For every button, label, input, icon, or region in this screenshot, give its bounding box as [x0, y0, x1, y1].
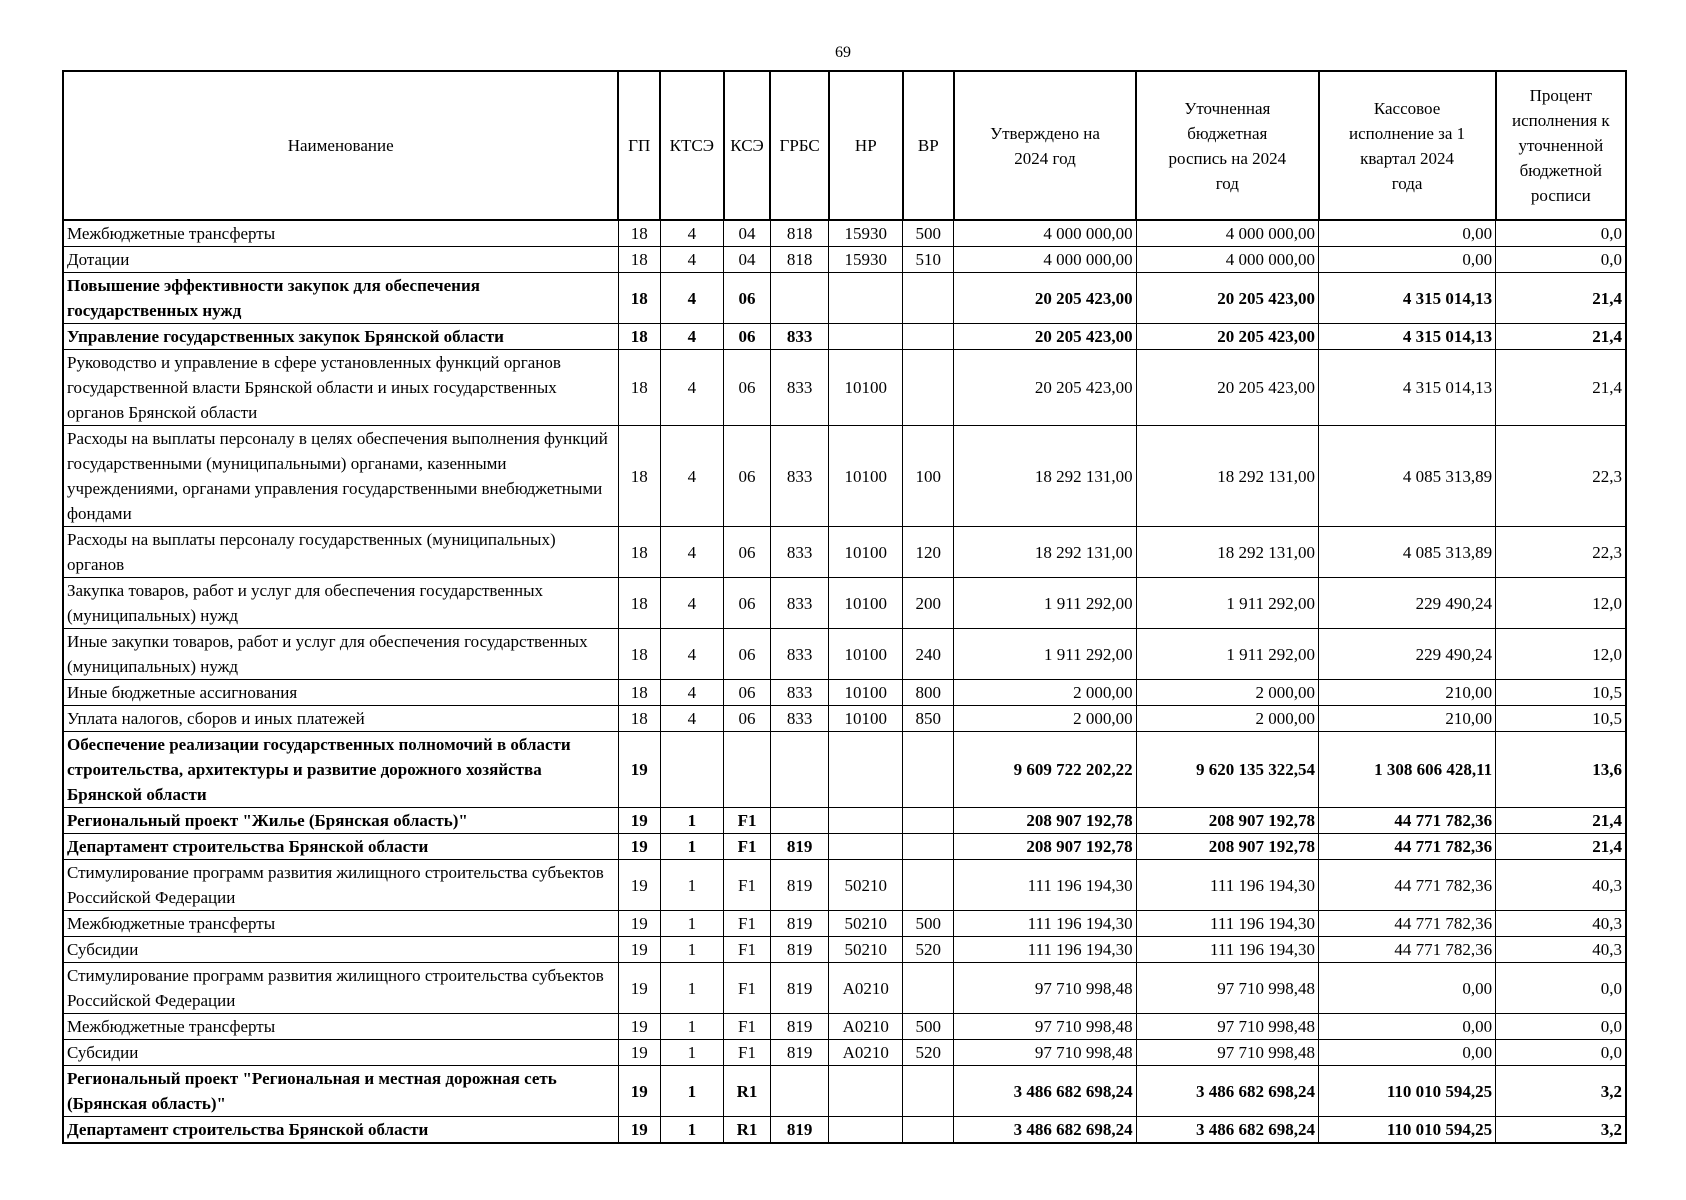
row-cash-execution: 110 010 594,25	[1319, 1066, 1496, 1117]
row-cash-execution: 44 771 782,36	[1319, 834, 1496, 860]
header-vr: ВР	[903, 71, 954, 220]
row-execution-percent: 21,4	[1496, 808, 1626, 834]
table-row	[63, 247, 1626, 273]
row-grbs: 833	[770, 426, 828, 527]
row-approved: 111 196 194,30	[954, 860, 1136, 911]
row-refined-budget: 111 196 194,30	[1136, 860, 1318, 911]
table-row	[63, 911, 1626, 937]
row-gp: 18	[618, 350, 660, 426]
row-gp: 18	[618, 273, 660, 324]
row-refined-budget: 18 292 131,00	[1136, 426, 1318, 527]
row-name: Стимулирование программ развития жилищного строительства субъектов Российской Федерации	[63, 963, 618, 1014]
row-nr	[829, 273, 903, 324]
row-execution-percent: 12,0	[1496, 629, 1626, 680]
row-nr: 10100	[829, 629, 903, 680]
row-execution-percent: 22,3	[1496, 426, 1626, 527]
row-refined-budget: 20 205 423,00	[1136, 324, 1318, 350]
table-row	[63, 808, 1626, 834]
row-ktse: 1	[660, 963, 724, 1014]
row-refined-budget: 9 620 135 322,54	[1136, 732, 1318, 808]
row-refined-budget: 111 196 194,30	[1136, 937, 1318, 963]
row-grbs: 819	[770, 963, 828, 1014]
row-kse: F1	[724, 963, 771, 1014]
row-approved: 97 710 998,48	[954, 1040, 1136, 1066]
row-cash-execution: 0,00	[1319, 247, 1496, 273]
row-grbs: 833	[770, 578, 828, 629]
row-vr	[903, 808, 954, 834]
table-row	[63, 220, 1626, 247]
row-kse: F1	[724, 937, 771, 963]
header-execution-percent: Процент исполнения к уточненной бюджетной росписи	[1496, 71, 1626, 220]
row-cash-execution: 4 315 014,13	[1319, 324, 1496, 350]
row-gp: 19	[618, 860, 660, 911]
row-gp: 19	[618, 1014, 660, 1040]
row-vr	[903, 834, 954, 860]
row-cash-execution: 44 771 782,36	[1319, 808, 1496, 834]
row-name: Межбюджетные трансферты	[63, 1014, 618, 1040]
row-kse	[724, 732, 771, 808]
row-gp: 19	[618, 937, 660, 963]
row-name: Межбюджетные трансферты	[63, 911, 618, 937]
row-cash-execution: 229 490,24	[1319, 578, 1496, 629]
row-refined-budget: 4 000 000,00	[1136, 220, 1318, 247]
row-grbs: 833	[770, 527, 828, 578]
row-approved: 97 710 998,48	[954, 963, 1136, 1014]
table-row	[63, 426, 1626, 527]
row-vr: 200	[903, 578, 954, 629]
header-name: Наименование	[63, 71, 618, 220]
row-cash-execution: 229 490,24	[1319, 629, 1496, 680]
row-ktse: 4	[660, 680, 724, 706]
row-ktse: 1	[660, 1066, 724, 1117]
row-vr: 240	[903, 629, 954, 680]
row-execution-percent: 0,0	[1496, 247, 1626, 273]
row-ktse: 1	[660, 834, 724, 860]
row-name: Иные бюджетные ассигнования	[63, 680, 618, 706]
row-grbs	[770, 732, 828, 808]
row-cash-execution: 0,00	[1319, 1040, 1496, 1066]
row-approved: 20 205 423,00	[954, 350, 1136, 426]
table-row	[63, 350, 1626, 426]
row-name: Стимулирование программ развития жилищного строительства субъектов Российской Федерации	[63, 860, 618, 911]
row-approved: 1 911 292,00	[954, 629, 1136, 680]
row-ktse: 4	[660, 527, 724, 578]
row-refined-budget: 208 907 192,78	[1136, 808, 1318, 834]
row-approved: 208 907 192,78	[954, 808, 1136, 834]
row-kse: R1	[724, 1117, 771, 1144]
row-nr: 10100	[829, 350, 903, 426]
row-grbs: 819	[770, 1117, 828, 1144]
row-gp: 19	[618, 963, 660, 1014]
table-row	[63, 1117, 1626, 1144]
row-kse: 06	[724, 706, 771, 732]
row-execution-percent: 21,4	[1496, 273, 1626, 324]
row-name: Иные закупки товаров, работ и услуг для обеспечения государственных (муниципальных) нужд	[63, 629, 618, 680]
row-execution-percent: 40,3	[1496, 937, 1626, 963]
row-refined-budget: 2 000,00	[1136, 680, 1318, 706]
row-approved: 9 609 722 202,22	[954, 732, 1136, 808]
header-nr: НР	[829, 71, 903, 220]
budget-execution-table	[62, 70, 1627, 1144]
row-approved: 2 000,00	[954, 706, 1136, 732]
header-grbs: ГРБС	[770, 71, 828, 220]
row-grbs	[770, 273, 828, 324]
row-grbs: 819	[770, 1014, 828, 1040]
row-cash-execution: 110 010 594,25	[1319, 1117, 1496, 1144]
row-ktse: 1	[660, 1014, 724, 1040]
row-approved: 1 911 292,00	[954, 578, 1136, 629]
row-vr: 500	[903, 220, 954, 247]
row-gp: 19	[618, 732, 660, 808]
row-cash-execution: 0,00	[1319, 220, 1496, 247]
row-ktse: 4	[660, 350, 724, 426]
row-approved: 208 907 192,78	[954, 834, 1136, 860]
row-name: Расходы на выплаты персоналу в целях обеспечения выполнения функций государственными (муниципальными) органами, казенными учреждениями, органами управления государственными внебюджетными фондами	[63, 426, 618, 527]
row-vr	[903, 732, 954, 808]
table-row	[63, 1014, 1626, 1040]
row-name: Департамент строительства Брянской области	[63, 834, 618, 860]
row-ktse: 4	[660, 247, 724, 273]
row-execution-percent: 21,4	[1496, 834, 1626, 860]
row-refined-budget: 97 710 998,48	[1136, 963, 1318, 1014]
table-row	[63, 578, 1626, 629]
row-ktse: 4	[660, 629, 724, 680]
row-kse: R1	[724, 1066, 771, 1117]
row-approved: 4 000 000,00	[954, 220, 1136, 247]
table-row	[63, 273, 1626, 324]
row-kse: 06	[724, 273, 771, 324]
row-nr: 15930	[829, 220, 903, 247]
row-name: Субсидии	[63, 1040, 618, 1066]
row-nr	[829, 732, 903, 808]
row-nr: A0210	[829, 963, 903, 1014]
row-approved: 18 292 131,00	[954, 527, 1136, 578]
row-name: Расходы на выплаты персоналу государственных (муниципальных) органов	[63, 527, 618, 578]
row-vr	[903, 1066, 954, 1117]
row-gp: 19	[618, 834, 660, 860]
header-approved: Утверждено на 2024 год	[954, 71, 1136, 220]
row-refined-budget: 97 710 998,48	[1136, 1040, 1318, 1066]
row-approved: 4 000 000,00	[954, 247, 1136, 273]
row-execution-percent: 10,5	[1496, 680, 1626, 706]
row-refined-budget: 4 000 000,00	[1136, 247, 1318, 273]
row-name: Руководство и управление в сфере установленных функций органов государственной власти Брянской области и иных государственных органов Брянской области	[63, 350, 618, 426]
row-approved: 97 710 998,48	[954, 1014, 1136, 1040]
header-refined-budget: Уточненная бюджетная роспись на 2024 год	[1136, 71, 1318, 220]
table-row	[63, 834, 1626, 860]
row-nr: 50210	[829, 937, 903, 963]
row-refined-budget: 1 911 292,00	[1136, 629, 1318, 680]
row-approved: 111 196 194,30	[954, 911, 1136, 937]
row-vr	[903, 350, 954, 426]
row-gp: 18	[618, 629, 660, 680]
row-grbs: 818	[770, 220, 828, 247]
row-approved: 18 292 131,00	[954, 426, 1136, 527]
row-cash-execution: 4 085 313,89	[1319, 527, 1496, 578]
row-nr: 10100	[829, 578, 903, 629]
row-vr	[903, 860, 954, 911]
row-grbs: 833	[770, 706, 828, 732]
row-gp: 18	[618, 578, 660, 629]
row-approved: 2 000,00	[954, 680, 1136, 706]
row-cash-execution: 210,00	[1319, 680, 1496, 706]
row-approved: 3 486 682 698,24	[954, 1117, 1136, 1144]
row-nr	[829, 324, 903, 350]
row-name: Управление государственных закупок Брянской области	[63, 324, 618, 350]
row-refined-budget: 18 292 131,00	[1136, 527, 1318, 578]
header-gp: ГП	[618, 71, 660, 220]
row-kse: 06	[724, 680, 771, 706]
row-cash-execution: 44 771 782,36	[1319, 937, 1496, 963]
row-kse: 06	[724, 426, 771, 527]
row-execution-percent: 0,0	[1496, 220, 1626, 247]
row-execution-percent: 21,4	[1496, 324, 1626, 350]
row-execution-percent: 0,0	[1496, 1014, 1626, 1040]
row-kse: 04	[724, 220, 771, 247]
row-grbs: 819	[770, 911, 828, 937]
row-ktse: 4	[660, 578, 724, 629]
row-nr: 10100	[829, 426, 903, 527]
row-vr	[903, 324, 954, 350]
table-row	[63, 860, 1626, 911]
row-nr: 50210	[829, 860, 903, 911]
row-cash-execution: 44 771 782,36	[1319, 911, 1496, 937]
row-gp: 18	[618, 220, 660, 247]
row-execution-percent: 0,0	[1496, 963, 1626, 1014]
header-kse: КСЭ	[724, 71, 771, 220]
row-cash-execution: 1 308 606 428,11	[1319, 732, 1496, 808]
row-grbs	[770, 808, 828, 834]
row-ktse: 4	[660, 706, 724, 732]
row-gp: 18	[618, 706, 660, 732]
row-grbs: 819	[770, 937, 828, 963]
row-refined-budget: 20 205 423,00	[1136, 273, 1318, 324]
row-approved: 20 205 423,00	[954, 324, 1136, 350]
row-vr	[903, 1117, 954, 1144]
row-name: Межбюджетные трансферты	[63, 220, 618, 247]
row-ktse: 1	[660, 911, 724, 937]
row-nr: 10100	[829, 680, 903, 706]
table-body	[63, 220, 1626, 1143]
row-vr	[903, 963, 954, 1014]
row-grbs: 819	[770, 860, 828, 911]
row-refined-budget: 97 710 998,48	[1136, 1014, 1318, 1040]
table-row	[63, 732, 1626, 808]
header-ktse: КТСЭ	[660, 71, 724, 220]
row-nr: A0210	[829, 1040, 903, 1066]
row-ktse: 1	[660, 1040, 724, 1066]
row-ktse: 4	[660, 220, 724, 247]
row-refined-budget: 3 486 682 698,24	[1136, 1117, 1318, 1144]
row-cash-execution: 0,00	[1319, 963, 1496, 1014]
row-execution-percent: 0,0	[1496, 1040, 1626, 1066]
row-nr: A0210	[829, 1014, 903, 1040]
row-cash-execution: 0,00	[1319, 1014, 1496, 1040]
row-grbs: 819	[770, 1040, 828, 1066]
table-row	[63, 1066, 1626, 1117]
row-ktse: 1	[660, 808, 724, 834]
row-nr	[829, 834, 903, 860]
row-refined-budget: 1 911 292,00	[1136, 578, 1318, 629]
row-kse: F1	[724, 808, 771, 834]
row-execution-percent: 21,4	[1496, 350, 1626, 426]
row-grbs: 819	[770, 834, 828, 860]
row-grbs: 833	[770, 680, 828, 706]
table-row	[63, 963, 1626, 1014]
row-gp: 19	[618, 1066, 660, 1117]
row-approved: 3 486 682 698,24	[954, 1066, 1136, 1117]
row-nr: 50210	[829, 911, 903, 937]
table-row	[63, 1040, 1626, 1066]
row-vr: 500	[903, 911, 954, 937]
row-refined-budget: 208 907 192,78	[1136, 834, 1318, 860]
row-kse: 04	[724, 247, 771, 273]
row-execution-percent: 3,2	[1496, 1117, 1626, 1144]
row-cash-execution: 4 315 014,13	[1319, 273, 1496, 324]
row-nr	[829, 1117, 903, 1144]
row-refined-budget: 20 205 423,00	[1136, 350, 1318, 426]
row-vr: 520	[903, 937, 954, 963]
row-kse: F1	[724, 860, 771, 911]
row-name: Департамент строительства Брянской области	[63, 1117, 618, 1144]
row-grbs	[770, 1066, 828, 1117]
row-name: Субсидии	[63, 937, 618, 963]
table-row	[63, 706, 1626, 732]
row-execution-percent: 13,6	[1496, 732, 1626, 808]
row-ktse: 1	[660, 860, 724, 911]
row-vr: 850	[903, 706, 954, 732]
row-approved: 20 205 423,00	[954, 273, 1136, 324]
row-execution-percent: 40,3	[1496, 860, 1626, 911]
row-cash-execution: 4 315 014,13	[1319, 350, 1496, 426]
row-gp: 18	[618, 527, 660, 578]
row-gp: 19	[618, 911, 660, 937]
row-grbs: 833	[770, 629, 828, 680]
row-nr	[829, 1066, 903, 1117]
table-row	[63, 680, 1626, 706]
row-refined-budget: 2 000,00	[1136, 706, 1318, 732]
row-grbs: 833	[770, 350, 828, 426]
row-name: Дотации	[63, 247, 618, 273]
row-ktse: 1	[660, 937, 724, 963]
row-gp: 19	[618, 808, 660, 834]
row-vr: 510	[903, 247, 954, 273]
row-name: Закупка товаров, работ и услуг для обеспечения государственных (муниципальных) нужд	[63, 578, 618, 629]
row-vr: 100	[903, 426, 954, 527]
row-kse: 06	[724, 527, 771, 578]
row-name: Обеспечение реализации государственных полномочий в области строительства, архитектуры и развитие дорожного хозяйства Брянской области	[63, 732, 618, 808]
header-cash-execution: Кассовое исполнение за 1 квартал 2024 года	[1319, 71, 1496, 220]
row-approved: 111 196 194,30	[954, 937, 1136, 963]
row-vr	[903, 273, 954, 324]
row-grbs: 833	[770, 324, 828, 350]
row-refined-budget: 111 196 194,30	[1136, 911, 1318, 937]
row-execution-percent: 40,3	[1496, 911, 1626, 937]
row-cash-execution: 210,00	[1319, 706, 1496, 732]
row-execution-percent: 10,5	[1496, 706, 1626, 732]
row-gp: 18	[618, 426, 660, 527]
row-kse: 06	[724, 324, 771, 350]
row-gp: 19	[618, 1040, 660, 1066]
row-nr: 10100	[829, 706, 903, 732]
row-ktse	[660, 732, 724, 808]
row-cash-execution: 4 085 313,89	[1319, 426, 1496, 527]
row-ktse: 4	[660, 273, 724, 324]
row-gp: 18	[618, 680, 660, 706]
row-name: Повышение эффективности закупок для обеспечения государственных нужд	[63, 273, 618, 324]
row-execution-percent: 12,0	[1496, 578, 1626, 629]
row-vr: 120	[903, 527, 954, 578]
row-kse: F1	[724, 834, 771, 860]
row-ktse: 4	[660, 426, 724, 527]
row-vr: 800	[903, 680, 954, 706]
row-gp: 19	[618, 1117, 660, 1144]
row-execution-percent: 22,3	[1496, 527, 1626, 578]
row-name: Региональный проект "Региональная и местная дорожная сеть (Брянская область)"	[63, 1066, 618, 1117]
row-ktse: 4	[660, 324, 724, 350]
table-header-row	[63, 71, 1626, 220]
row-gp: 18	[618, 324, 660, 350]
row-grbs: 818	[770, 247, 828, 273]
row-kse: F1	[724, 1040, 771, 1066]
row-name: Региональный проект "Жилье (Брянская область)"	[63, 808, 618, 834]
row-kse: F1	[724, 1014, 771, 1040]
row-name: Уплата налогов, сборов и иных платежей	[63, 706, 618, 732]
table-row	[63, 937, 1626, 963]
row-vr: 520	[903, 1040, 954, 1066]
row-vr: 500	[903, 1014, 954, 1040]
row-execution-percent: 3,2	[1496, 1066, 1626, 1117]
row-ktse: 1	[660, 1117, 724, 1144]
row-kse: 06	[724, 578, 771, 629]
row-nr: 15930	[829, 247, 903, 273]
table-row	[63, 527, 1626, 578]
page-number: 69	[835, 44, 851, 61]
table-row	[63, 324, 1626, 350]
row-kse: 06	[724, 350, 771, 426]
row-cash-execution: 44 771 782,36	[1319, 860, 1496, 911]
row-nr	[829, 808, 903, 834]
row-refined-budget: 3 486 682 698,24	[1136, 1066, 1318, 1117]
row-kse: F1	[724, 911, 771, 937]
row-kse: 06	[724, 629, 771, 680]
row-nr: 10100	[829, 527, 903, 578]
row-gp: 18	[618, 247, 660, 273]
table-row	[63, 629, 1626, 680]
